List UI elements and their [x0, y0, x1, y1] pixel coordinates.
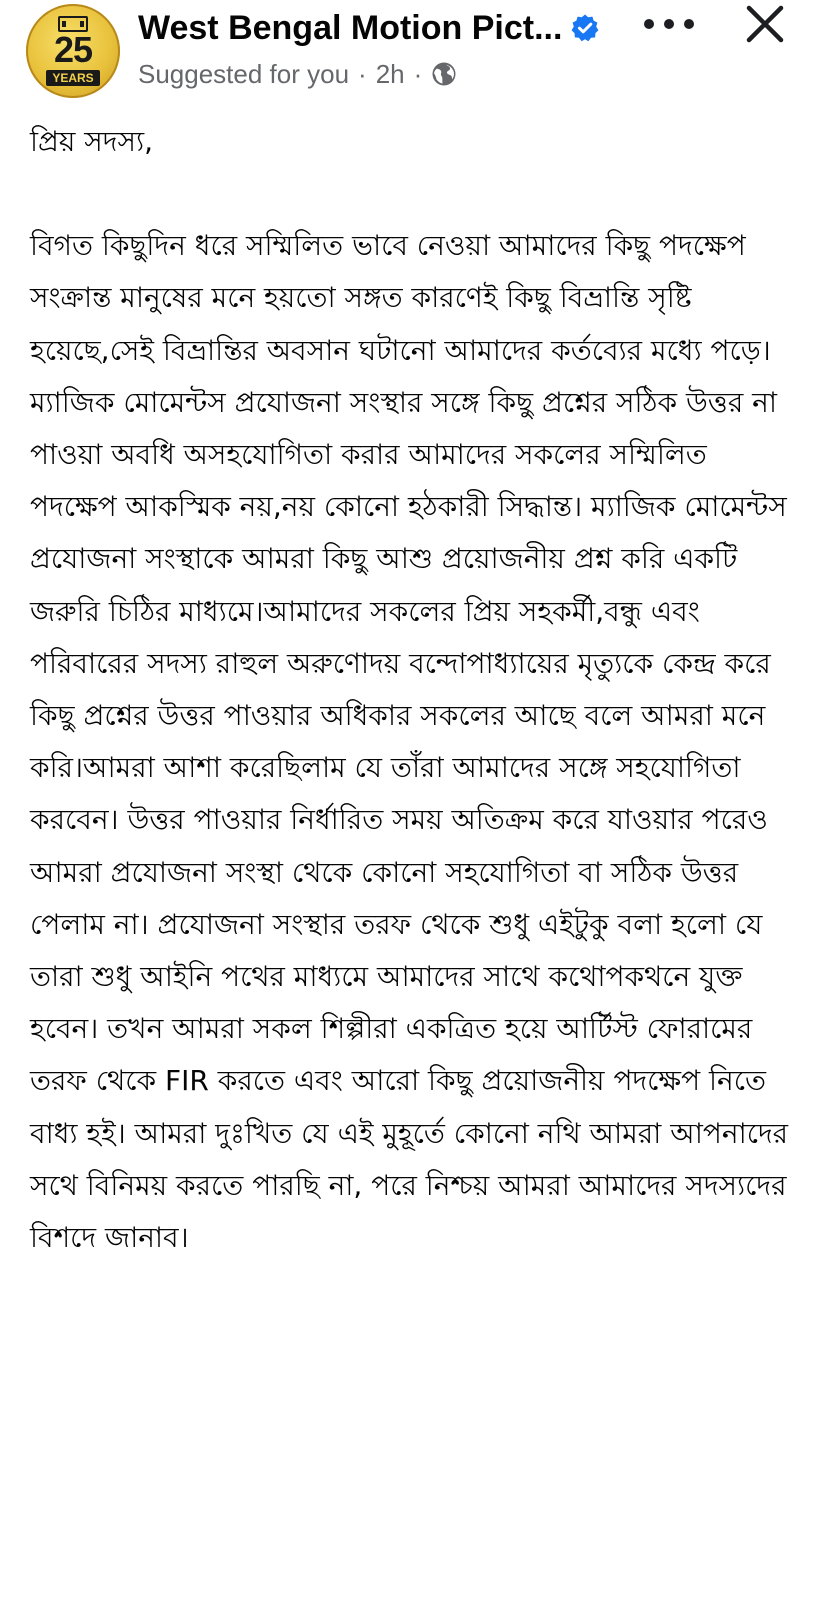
suggested-label: Suggested for you	[138, 58, 350, 89]
meta-separator: ·	[413, 58, 423, 89]
post-greeting: প্রিয় সদস্য,	[30, 125, 154, 158]
post-timestamp[interactable]: 2h	[375, 58, 405, 89]
post-header	[0, 0, 827, 110]
meta-separator: ·	[358, 58, 367, 89]
more-options-button[interactable]	[636, 2, 702, 46]
more-horizontal-icon	[684, 19, 694, 29]
avatar-logo	[40, 16, 106, 86]
post-text	[30, 116, 800, 1264]
avatar-years-label: YEARS	[46, 70, 100, 86]
close-button[interactable]	[740, 0, 790, 50]
post-paragraph: বিগত কিছুদিন ধরে সম্মিলিত ভাবে নেওয়া আমাদের কিছু পদক্ষেপ সংক্রান্ত মানুষের মনে হয়তো সঙ্গত কারণেই কিছু বিভ্রান্তি সৃষ্টি হয়েছে,সেই বিভ্রান্তির অবসান ঘটানো আমাদের কর্তব্যের মধ্যে পড়ে। ম্যাজিক মোমেন্টস প্রযোজনা সংস্থার সঙ্গে কিছু প্রশ্নের সঠিক উত্তর না পাওয়া অবধি অসহযোগিতা করার আমাদের সকলের সম্মিলিত পদক্ষেপ আকস্মিক নয়,নয় কোনো হঠকারী সিদ্ধান্ত। ম্যাজিক মোমেন্টস প্রযোজনা সংস্থাকে আমরা কিছু আশু প্রয়োজনীয় প্রশ্ন করি একটি জরুরি চিঠির মাধ্যমে।আমাদের সকলের প্রিয় সহকর্মী,বন্ধু এবং পরিবারের সদস্য রাহুল অরুণোদয় বন্দোপাধ্যায়ের মৃত্যুকে কেন্দ্র করে কিছু প্রশ্নের উত্তর পাওয়ার অধিকার সকলের আছে বলে আমরা মনে করি।আমরা আশা করেছিলাম যে তাঁরা আমাদের সঙ্গে সহযোগিতা করবেন। উত্তর পাওয়ার নির্ধারিত সময় অতিক্রম করে যাওয়ার পরেও আমরা প্রযোজনা সংস্থা থেকে কোনো সহযোগিতা বা সঠিক উত্তর পেলাম না। প্রযোজনা সংস্থার তরফ থেকে শুধু এইটুকু বলা হলো যে তারা শুধু আইনি পথের মাধ্যমে আমাদের সাথে কথোপকথনে যুক্ত হবেন। তখন আমরা সকল শিল্পীরা একত্রিত হয়ে আর্টিস্ট ফোরামের তরফ থেকে FIR করতে এবং আরো কিছু প্রয়োজনীয় পদক্ষেপ নিতে বাধ্য হই। আমরা দুঃখিত যে এই মুহূর্তে কোনো নথি আমরা আপনাদের সথে বিনিময় করতে পারছি না, পরে নিশ্চয় আমরা আমাদের সদস্যদের বিশদে জানাব।	[30, 229, 789, 1255]
globe-icon[interactable]	[431, 61, 457, 87]
verified-badge-icon	[570, 13, 600, 43]
avatar-number: 25	[53, 29, 93, 70]
post-meta	[138, 54, 457, 94]
page-name-row	[138, 6, 600, 50]
more-horizontal-icon	[644, 19, 654, 29]
page-name[interactable]: West Bengal Motion Pict...	[138, 8, 562, 47]
close-icon	[740, 0, 790, 50]
more-horizontal-icon	[664, 19, 674, 29]
page-avatar[interactable]	[26, 4, 120, 98]
